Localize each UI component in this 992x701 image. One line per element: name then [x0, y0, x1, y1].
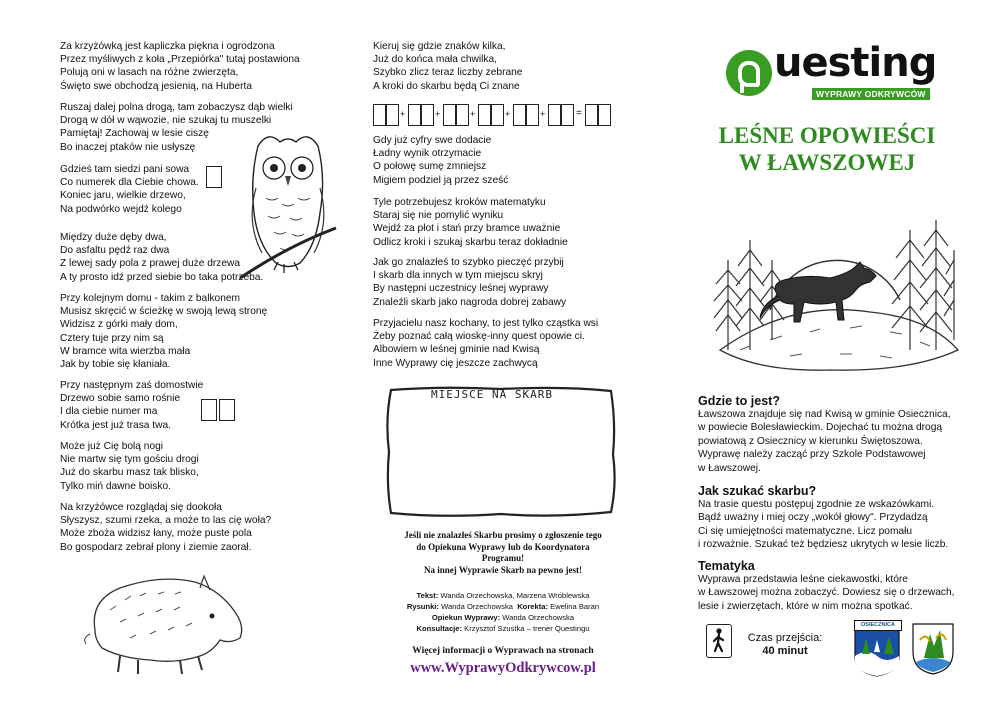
- poem-line: Albowiem w leśnej gminie nad Kwisą: [373, 344, 540, 356]
- sum-equation: [373, 104, 633, 130]
- poem-line: Kieruj się gdzie znaków kilka,: [373, 41, 506, 52]
- section-heading: Gdzie to jest?: [698, 394, 780, 408]
- answer-box[interactable]: [206, 166, 222, 188]
- poem-line: Gdy już cyfry swe dodacie: [373, 135, 492, 146]
- lawszowa-crest-icon: [910, 620, 956, 676]
- poem-line: Koniec jaru, wielkie drzewo,: [60, 190, 186, 202]
- digit-box[interactable]: [386, 104, 399, 126]
- poem-line: Tylko miń dawne boisko.: [60, 480, 171, 492]
- title-line: W ŁAWSZOWEJ: [738, 150, 916, 175]
- poem-line: Drogą w dół w wąwozie, nie szukaj tu muszelki: [60, 115, 272, 127]
- credit-consult: [373, 623, 633, 634]
- website-link[interactable]: www.WyprawyOdkrywcow.pl: [410, 660, 596, 676]
- poem-line: Na podwórko wejdź kolego: [60, 203, 182, 215]
- credit-label: Tekst:: [416, 591, 439, 600]
- poem-stanza-7: [60, 440, 199, 493]
- poem-stanza-5: [60, 292, 267, 371]
- poem-line: Przy następnym zaś domostwie: [60, 380, 204, 391]
- poem-line: Już do końca mała chwilka,: [373, 54, 498, 66]
- credit-label: Rysunki:: [406, 602, 439, 611]
- more-info-text: Więcej informacji o Wyprawach na stronach: [412, 646, 594, 656]
- poem-stanza-9: [373, 40, 522, 93]
- section-line: i rozważnie. Szukać też będziesz ukrytych w lesie liczb.: [698, 539, 949, 551]
- section-line: Wyprawę należy zacząć przy Szkole Podstawowej: [698, 449, 926, 461]
- time-value: 40 minut: [762, 645, 808, 657]
- section-line: Na trasie questu postępuj zgodnie ze wskazówkami.: [698, 499, 935, 510]
- poem-line: Tyle potrzebujesz kroków matematyku: [373, 197, 546, 208]
- digit-box[interactable]: [561, 104, 574, 126]
- logo-wordmark: uesting: [774, 40, 937, 86]
- poem-line: Co numerek dla Ciebie chowa.: [60, 177, 199, 189]
- logo-subtitle: WYPRAWY ODKRYWCÓW: [812, 88, 930, 100]
- poem-line: Pamiętaj! Zachowaj w lesie ciszę: [60, 128, 209, 140]
- section-heading: Tematyka: [698, 559, 755, 573]
- result-box[interactable]: [585, 104, 598, 126]
- poem-line: I dla ciebie numer ma: [60, 406, 158, 418]
- poem-line: Przy kolejnym domu - takim z balkonem: [60, 293, 241, 304]
- section-line: w Ławszowej można zobaczyć. Dowiesz się o drzewach,: [698, 587, 955, 599]
- poem-line: Migiem podziel ją przez sześć: [373, 174, 509, 186]
- poem-stanza-8: [60, 501, 271, 554]
- poem-line: Cztery tuje przy nim są: [60, 332, 164, 344]
- poem-line: Ruszaj dalej polna drogą, tam zobaczysz dąb wielki: [60, 102, 293, 113]
- digit-box[interactable]: [526, 104, 539, 126]
- plus-sign: +: [505, 109, 511, 119]
- info-section-how: [698, 484, 964, 552]
- poem-stanza-12: [373, 256, 566, 309]
- poem-line: I skarb dla innych w tym miejscu skryj: [373, 270, 543, 282]
- page-title: [696, 122, 958, 176]
- digit-box[interactable]: [443, 104, 456, 126]
- missing-treasure-notice: [373, 530, 633, 576]
- walking-person-icon: [706, 624, 732, 658]
- section-text: [698, 498, 964, 552]
- section-line: lesie i zwierzętach, które w nim można spotkać.: [698, 600, 913, 612]
- logo-q-mark: [726, 50, 772, 96]
- info-section-where: [698, 394, 964, 475]
- poem-line: Staraj się nie pomylić wyniku: [373, 210, 504, 222]
- poem-line: Bo gospodarz zebrał plony i ziemie zaorał.: [60, 541, 252, 553]
- poem-line: Inne Wyprawy cię jeszcze zachwycą: [373, 357, 538, 369]
- poem-line: By następni uczestnicy leśnej wyprawy: [373, 283, 549, 295]
- credit-text: [373, 590, 633, 601]
- section-line: w powiecie Bolesławieckim. Dojechać tu można drogą: [698, 422, 943, 434]
- poem-line: Jak by tobie się kłaniała.: [60, 359, 171, 371]
- section-text: [698, 408, 964, 475]
- poem-line: Przyjacielu nasz kochany, to jest tylko cząstka wsi: [373, 318, 599, 329]
- poem-line: Nie martw się tym gościu drogi: [60, 454, 199, 466]
- credit-value: Wanda Orzechowska: [441, 602, 513, 611]
- poem-line: Ładny wynik otrzymacie: [373, 148, 482, 160]
- digit-box[interactable]: [478, 104, 491, 126]
- credit-value: Krzysztof Szustka – trener Questingu: [464, 624, 590, 633]
- poem-line: Bo inaczej ptaków nie usłyszę: [60, 141, 196, 153]
- poem-line: Jak go znalazłeś to szybko pieczęć przybij: [373, 257, 564, 268]
- poem-line: A ty prosto idź przed siebie bo taka potrzeba.: [60, 271, 264, 283]
- poem-stanza-3: [60, 163, 199, 216]
- section-line: Ławszowa znajduje się nad Kwisą w gminie Osiecznica,: [698, 409, 951, 420]
- time-label: Czas przejścia:: [747, 632, 823, 644]
- credit-drawings: [373, 601, 633, 612]
- notice-line: Jeśli nie znalazłeś Skarbu prosimy o zgłoszenie tego: [404, 530, 602, 540]
- result-box[interactable]: [598, 104, 611, 126]
- poem-stanza-11: [373, 196, 568, 249]
- plus-sign: +: [400, 109, 406, 119]
- credit-label: Korekta:: [517, 602, 549, 611]
- poem-line: O połowę sumę zmniejsz: [373, 161, 487, 173]
- poem-line: Za krzyżówką jest kapliczka piękna i ogrodzona: [60, 41, 275, 52]
- digit-box[interactable]: [408, 104, 421, 126]
- section-line: Bądź uważny i miej oczy „wokół głowy". Przydadzą: [698, 512, 928, 524]
- section-heading: Jak szukać skarbu?: [698, 484, 817, 498]
- poem-line: Wejdź za płot i stań przy bramce uważnie: [373, 223, 561, 235]
- poem-line: Do asfaltu pędź raz dwa: [60, 245, 170, 257]
- credit-value: Ewelina Baran: [550, 602, 600, 611]
- section-text: [698, 573, 964, 613]
- poem-line: Słyszysz, szumi rzeka, a może to las cię woła?: [60, 515, 272, 527]
- digit-box[interactable]: [456, 104, 469, 126]
- poem-line: Z lewej sady pola z prawej duże drzewa: [60, 258, 241, 270]
- wolf-forest-illustration: [710, 200, 962, 378]
- equals-sign: =: [576, 108, 582, 119]
- poem-line: Może już Cię bolą nogi: [60, 441, 164, 452]
- info-section-theme: [698, 559, 964, 613]
- poem-stanza-10: [373, 134, 508, 187]
- poem-line: Polują oni w lasach na różne zwierzęta,: [60, 67, 239, 79]
- credit-value: Wanda Orzechowska, Marzena Wróblewska: [440, 591, 590, 600]
- poem-line: A kroki do skarbu będą Ci znane: [373, 80, 520, 92]
- section-line: powiatową z Osiecznicy w kierunku Świętoszowa.: [698, 435, 923, 447]
- poem-line: Na krzyżówce rozglądaj się dookoła: [60, 502, 222, 513]
- questing-logo: [726, 40, 958, 110]
- poem-line: Odlicz kroki i szukaj skarbu teraz dokładnie: [373, 236, 568, 248]
- digit-box[interactable]: [421, 104, 434, 126]
- credit-value: Wanda Orzechowska: [502, 613, 575, 622]
- poem-line: Żeby poznać całą wioskę-inny quest opowie ci.: [373, 331, 585, 343]
- section-line: Ci się umiejętności matematyczne. Licz pomału: [698, 525, 913, 537]
- poem-line: Może zboża widzisz łany, może puste pola: [60, 528, 252, 540]
- plus-sign: +: [435, 109, 441, 119]
- credit-label: Opiekun Wyprawy:: [431, 613, 501, 622]
- treasure-frame: [383, 384, 619, 520]
- treasure-label: MIEJSCE NA SKARB: [431, 388, 553, 401]
- poem-line: Między duże dęby dwa,: [60, 232, 167, 243]
- poem-line: Gdzieś tam siedzi pani sowa: [60, 164, 190, 175]
- notice-line: do Opiekuna Wyprawy lub do Koordynatora: [416, 541, 590, 552]
- poem-line: Znaleźli skarb jako nagroda dobrej zabawy: [373, 296, 567, 308]
- title-line: LEŚNE OPOWIEŚCI: [718, 123, 936, 148]
- digit-box[interactable]: [491, 104, 504, 126]
- poem-line: Drzewo sobie samo rośnie: [60, 393, 181, 405]
- owl-illustration: [238, 128, 338, 283]
- poem-stanza-6: [60, 379, 203, 432]
- digit-box[interactable]: [513, 104, 526, 126]
- crest-banner: OSIECZNICA: [854, 620, 902, 631]
- poem-line: W bramce wita wierzba mała: [60, 345, 191, 357]
- credits: [373, 590, 633, 634]
- notice-line: Programu!: [481, 553, 525, 563]
- poem-line: Przez myśliwych z koła „Przepiórka" tutaj postawiona: [60, 54, 300, 66]
- credit-guardian: [373, 612, 633, 623]
- boar-illustration: [80, 560, 250, 680]
- walking-time: [740, 632, 830, 658]
- poem-stanza-4: [60, 231, 263, 284]
- notice-line: Na innej Wyprawie Skarb na pewno jest!: [423, 564, 582, 575]
- poem-line: Krótka jest już trasa twa.: [60, 419, 171, 431]
- answer-box[interactable]: [201, 399, 217, 421]
- answer-box[interactable]: [219, 399, 235, 421]
- poem-line: Święto swe obchodzą jesienią, na Huberta: [60, 80, 252, 92]
- plus-sign: +: [540, 109, 546, 119]
- poem-stanza-1: [60, 40, 300, 93]
- credit-label: Konsultacje:: [416, 624, 463, 633]
- poem-stanza-13: [373, 317, 598, 370]
- poem-line: Już do skarbu masz tak blisko,: [60, 467, 199, 479]
- poem-line: Szybko zlicz teraz liczby zebrane: [373, 67, 523, 79]
- plus-sign: +: [470, 109, 476, 119]
- section-line: Wyprawa przedstawia leśne ciekawostki, które: [698, 574, 908, 585]
- digit-box[interactable]: [373, 104, 386, 126]
- digit-box[interactable]: [548, 104, 561, 126]
- poem-line: Widzisz z górki mały dom,: [60, 319, 178, 331]
- poem-line: Musisz skręcić w ścieżkę w swoją lewą stronę: [60, 306, 268, 318]
- section-line: w Ławszowej.: [698, 462, 761, 474]
